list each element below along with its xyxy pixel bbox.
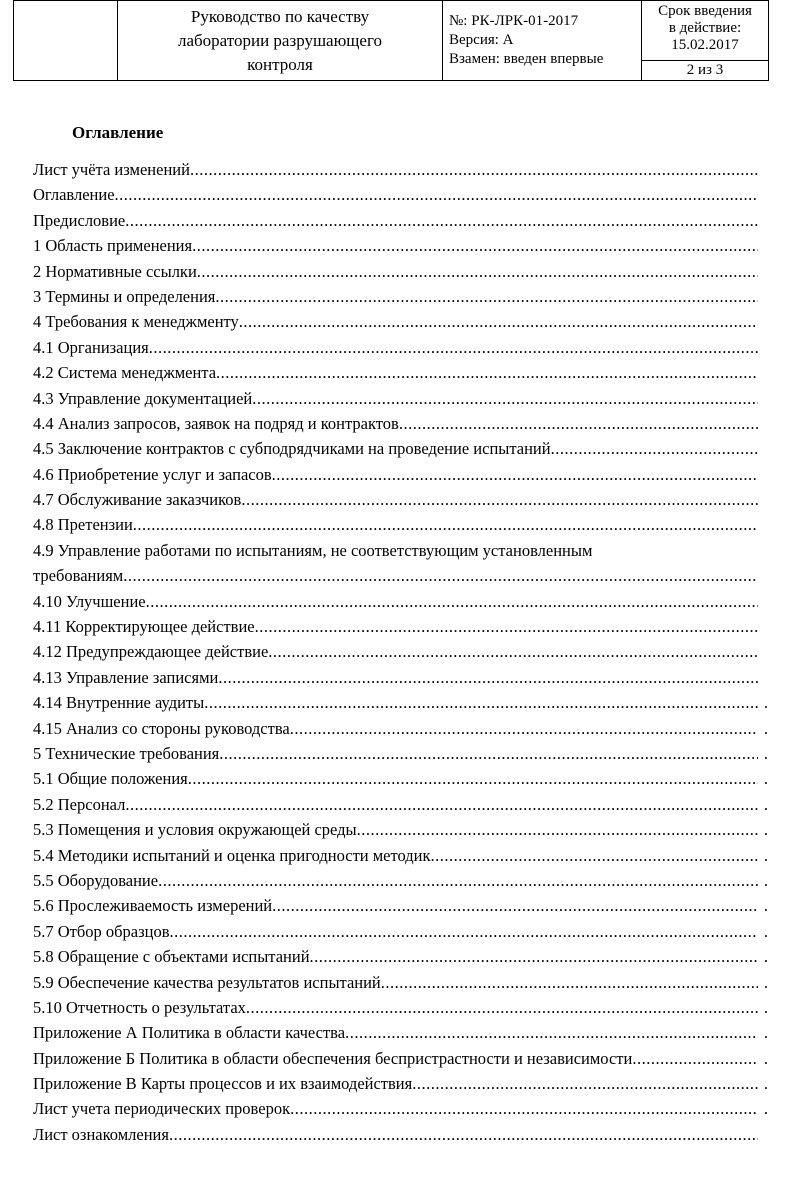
toc-entry[interactable] [33, 769, 768, 794]
toc-entry[interactable] [33, 668, 768, 693]
title-line: лаборатории разрушающего [178, 30, 382, 50]
toc-leader-dots [192, 236, 758, 256]
toc-entry[interactable] [33, 642, 768, 667]
toc-entry-page: . [763, 845, 768, 865]
toc-entry-label: Приложение А Политика в области качества [33, 1023, 346, 1043]
toc-leader-dots [158, 871, 758, 891]
doc-replaces: Взамен: введен впервые [449, 51, 604, 67]
toc-leader-dots [399, 414, 758, 434]
toc-leader-dots [272, 465, 758, 485]
toc-entry-label: 4.8 Претензии [33, 515, 133, 535]
toc-entry[interactable] [33, 211, 768, 236]
toc-leader-dots [632, 1049, 758, 1069]
toc-entry-label: Лист учёта изменений [33, 160, 190, 179]
toc-entry-label: 4.15 Анализ со стороны руководства [33, 718, 290, 738]
toc-entry-label: Оглавление [33, 185, 115, 205]
toc-entry-label: Приложение Б Политика в области обеспечения беспристрастности и независимости [33, 1048, 633, 1068]
toc-leader-dots [218, 668, 758, 688]
effective-line: в действие: [668, 20, 742, 36]
toc-entry-page: . [763, 794, 768, 814]
toc-entry[interactable] [33, 389, 768, 414]
toc-entry[interactable] [33, 338, 768, 363]
toc-leader-dots [290, 719, 758, 739]
toc-entry-label: 5.6 Прослеживаемость измерений [33, 896, 273, 916]
toc-entry[interactable] [33, 160, 768, 185]
toc-entry-page: . [763, 769, 768, 789]
toc-entry[interactable] [33, 465, 768, 490]
toc-entry[interactable] [33, 719, 768, 744]
toc-entry[interactable] [33, 236, 768, 261]
toc-entry-label: Лист учета периодических проверок [33, 1099, 291, 1119]
toc-leader-dots [246, 998, 758, 1018]
toc-entry[interactable] [33, 515, 768, 540]
toc-entry-label: Приложение В Карты процессов и их взаимодействия [33, 1074, 413, 1094]
toc-leader-dots [188, 769, 758, 789]
toc-entry[interactable] [33, 922, 768, 947]
title-line: контроля [247, 54, 313, 74]
toc-entry-page: . [763, 1048, 768, 1068]
page-counter: 2 из 3 [686, 62, 724, 78]
toc-entry[interactable] [33, 1099, 768, 1124]
toc-entry[interactable] [33, 566, 768, 591]
effective-date-cell [642, 1, 769, 81]
doc-version: Версия: А [449, 32, 514, 48]
toc-entry-label: 5 Технические требования [33, 743, 220, 763]
toc-entry-label: 5.1 Общие положения [33, 769, 188, 789]
toc-entry-label: 4.2 Система менеджмента [33, 363, 217, 383]
toc-heading: Оглавление [72, 123, 164, 142]
toc-leader-dots [310, 947, 758, 967]
document-header [13, 0, 769, 81]
toc-entry-page: . [763, 718, 768, 738]
effective-date: 15.02.2017 [671, 37, 739, 53]
toc-entry[interactable] [33, 185, 768, 210]
toc-entry[interactable] [33, 363, 768, 388]
toc-leader-dots [170, 922, 758, 942]
toc-entry-label: 4.12 Предупреждающее действие [33, 642, 269, 662]
toc-entry[interactable] [33, 592, 768, 617]
toc-entry-page: . [763, 743, 768, 763]
toc-entry[interactable] [33, 973, 768, 998]
toc-entry[interactable] [33, 744, 768, 769]
toc-entry[interactable] [33, 1125, 768, 1150]
toc-entry-label: 5.3 Помещения и условия окружающей среды [33, 820, 357, 840]
toc-leader-dots [255, 617, 758, 637]
toc-entry-label: 4.4 Анализ запросов, заявок на подряд и контрактов [33, 413, 399, 433]
toc-entry-label: 1 Область применения [33, 236, 193, 256]
toc-entry-page: . [763, 997, 768, 1017]
toc-entry-page: . [763, 1074, 768, 1094]
toc-leader-dots [190, 160, 758, 180]
toc-entry[interactable] [33, 312, 768, 337]
toc-entry[interactable] [33, 541, 768, 566]
toc-leader-dots [345, 1023, 758, 1043]
toc-entry-page: . [763, 896, 768, 916]
toc-entry[interactable] [33, 414, 768, 439]
toc-entry[interactable] [33, 1023, 768, 1048]
document-title [118, 1, 443, 81]
toc-leader-dots [239, 312, 758, 332]
toc-entry[interactable] [33, 846, 768, 871]
toc-entry[interactable] [33, 795, 768, 820]
toc-entry-label: 5.2 Персонал [33, 794, 126, 814]
toc-entry-page: . [763, 1099, 768, 1119]
toc-entry-label: Предисловие [33, 210, 126, 230]
toc-leader-dots [241, 490, 758, 510]
title-line: Руководство по качеству [190, 6, 370, 26]
toc-entry[interactable] [33, 947, 768, 972]
document-meta [443, 1, 642, 81]
toc-leader-dots [197, 262, 758, 282]
toc-entry-label: требованиям [33, 566, 124, 586]
toc-leader-dots [272, 896, 758, 916]
toc-entry-page: . [763, 1023, 768, 1043]
logo-cell [14, 1, 118, 81]
toc-entry-label: 4.6 Приобретение услуг и запасов [33, 464, 272, 484]
toc-entry[interactable] [33, 490, 768, 515]
toc-entry-label: Лист ознакомления [33, 1124, 169, 1144]
toc-entry[interactable] [33, 871, 768, 896]
effective-line: Срок введения [658, 3, 752, 19]
toc-entry-page: . [763, 972, 768, 992]
toc-entry[interactable] [33, 693, 768, 718]
toc-entry[interactable] [33, 896, 768, 921]
toc-entry-label: 5.9 Обеспечение качества результатов испытаний [33, 972, 381, 992]
toc-entry-label: 4.3 Управление документацией [33, 388, 253, 408]
doc-number: №: РК-ЛРК-01-2017 [449, 13, 579, 29]
toc-leader-dots [290, 1099, 758, 1119]
toc-leader-dots [125, 211, 758, 231]
toc-leader-dots [252, 389, 758, 409]
toc-leader-dots [431, 846, 758, 866]
toc-leader-dots [268, 642, 758, 662]
toc-entry[interactable] [33, 1049, 768, 1074]
toc-entry-label: 5.4 Методики испытаний и оценка пригодности методик [33, 845, 431, 865]
toc-leader-dots [381, 973, 758, 993]
toc-entry-label: 3 Термины и определения [33, 286, 216, 306]
toc-leader-dots [123, 566, 758, 586]
toc-leader-dots [357, 820, 758, 840]
toc-leader-dots [146, 592, 758, 612]
toc-entry-page: . [763, 921, 768, 941]
toc-entry[interactable] [33, 262, 768, 287]
toc-entry-page: . [763, 947, 768, 967]
toc-entry-page: . [763, 693, 768, 713]
toc-entry-label: 4.14 Внутренние аудиты [33, 693, 205, 713]
toc-entry-label: 5.10 Отчетность о результатах [33, 997, 246, 1017]
toc-entry-label: 4.5 Заключение контрактов с субподрядчиками на проведение испытаний [33, 439, 551, 459]
toc-leader-dots [125, 795, 758, 815]
toc-leader-dots [115, 185, 758, 205]
toc-entry[interactable] [33, 617, 768, 642]
toc-entry[interactable] [33, 998, 768, 1023]
toc-leader-dots [169, 1125, 758, 1145]
toc-entry[interactable] [33, 439, 768, 464]
table-of-contents [33, 160, 768, 1150]
toc-entry-label: 4 Требования к менеджменту [33, 312, 239, 332]
toc-entry-label: 4.10 Улучшение [33, 591, 146, 611]
toc-entry-label: 4.13 Управление записями [33, 667, 219, 687]
toc-leader-dots [412, 1074, 758, 1094]
toc-leader-dots [551, 439, 758, 459]
toc-entry-label: 4.9 Управление работами по испытаниям, не соответствующим установленным [33, 540, 593, 560]
toc-entry-label: 4.11 Корректирующее действие [33, 617, 255, 637]
toc-entry-label: 5.7 Отбор образцов [33, 921, 170, 941]
toc-entry[interactable] [33, 820, 768, 845]
toc-entry-page: . [763, 870, 768, 890]
toc-leader-dots [133, 515, 758, 535]
toc-leader-dots [204, 693, 758, 713]
toc-entry[interactable] [33, 287, 768, 312]
toc-leader-dots [215, 287, 758, 307]
toc-leader-dots [216, 363, 758, 383]
toc-entry-page: . [763, 820, 768, 840]
toc-leader-dots [219, 744, 758, 764]
toc-entry-label: 5.8 Обращение с объектами испытаний [33, 947, 310, 967]
toc-entry-label: 4.7 Обслуживание заказчиков [33, 490, 242, 510]
toc-entry[interactable] [33, 1074, 768, 1099]
toc-leader-dots [149, 338, 758, 358]
toc-entry-label: 4.1 Организация [33, 337, 149, 357]
toc-entry-label: 2 Нормативные ссылки [33, 261, 197, 281]
toc-entry-label: 5.5 Оборудование [33, 870, 159, 890]
